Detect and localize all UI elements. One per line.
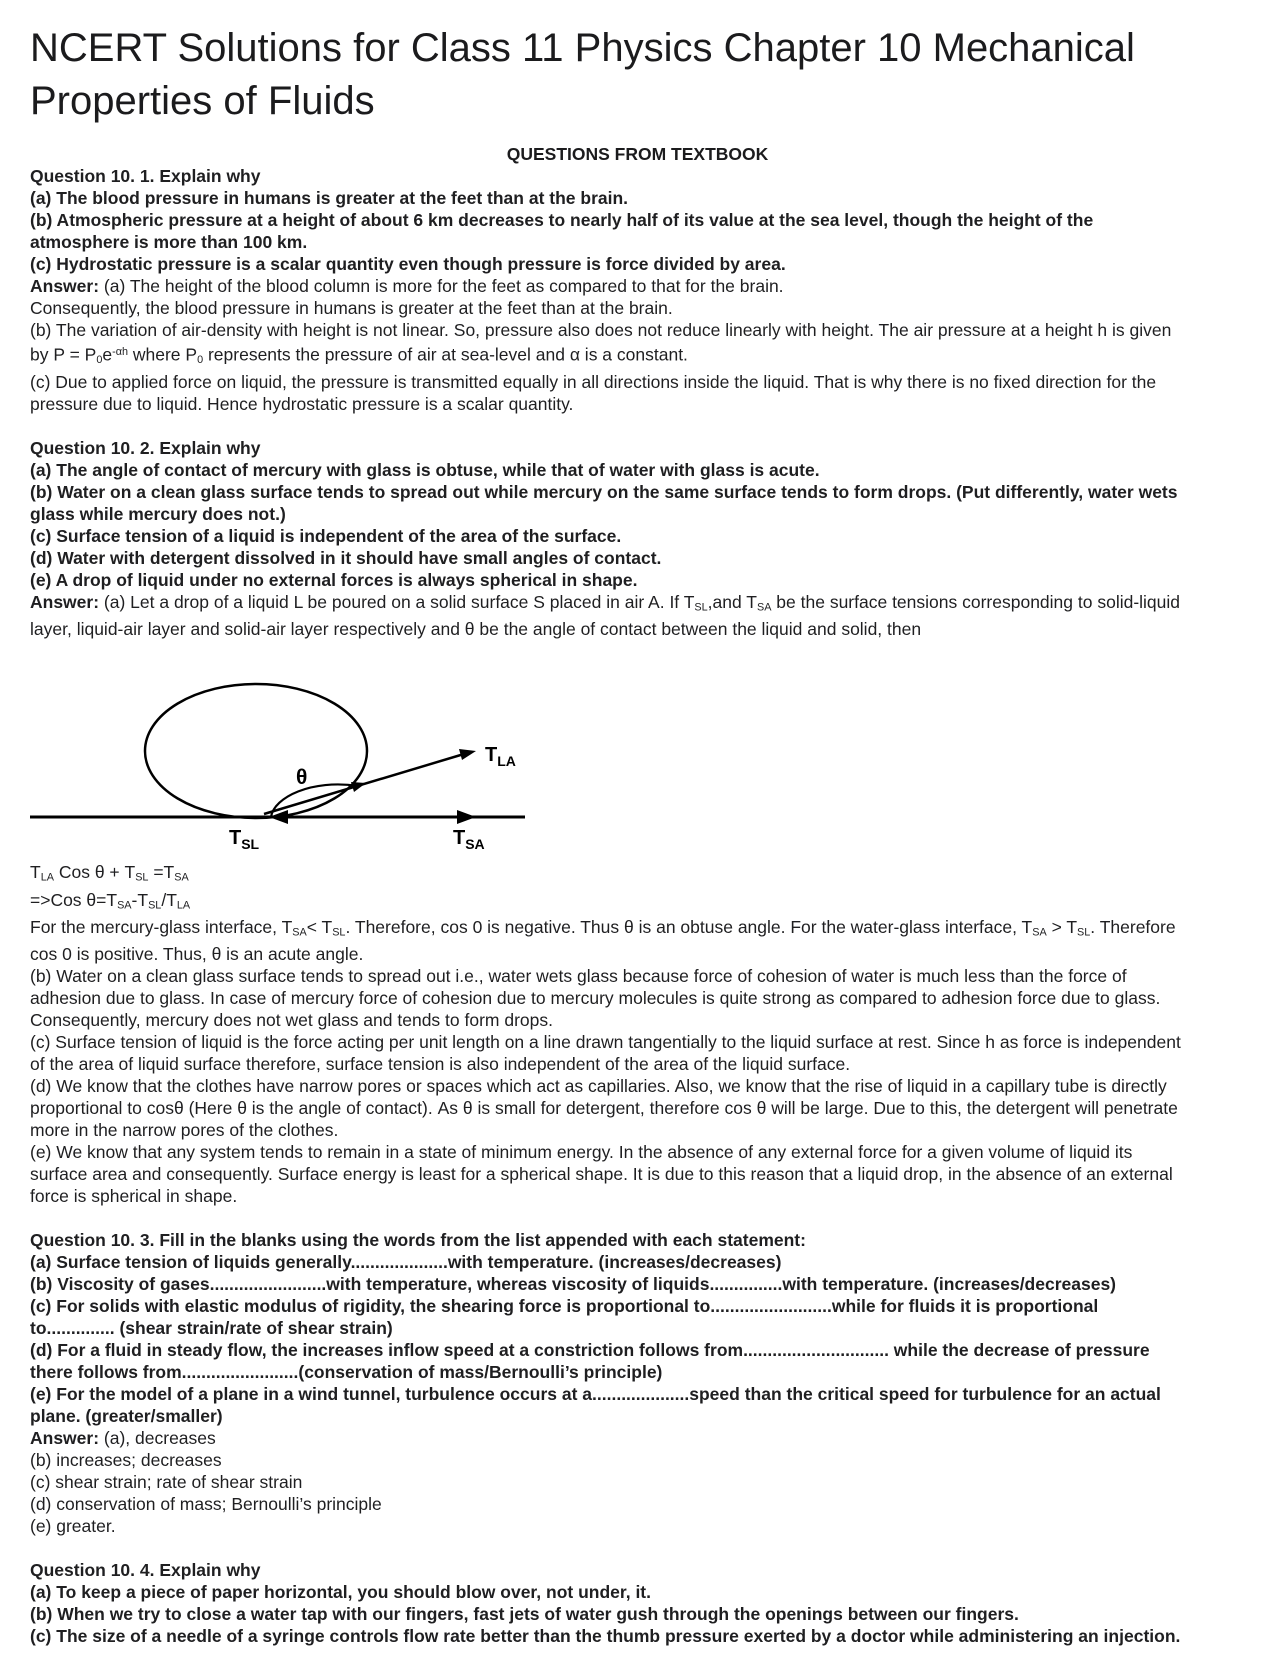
text-line [30,987,1245,1009]
text-segment: (a) Let a drop of a liquid L be poured on a solid surface S placed in air A. If T [99,591,695,612]
text-segment: (c) For solids with elastic modulus of rigidity, the shearing force is proportional to.........................while for fluids it is proportional [30,1296,1099,1317]
text-segment: =>Cos θ=T [30,889,118,910]
text-line [30,591,1245,618]
text-segment: (c) shear strain; rate of shear strain [30,1472,303,1493]
text-line [30,231,1245,253]
text-line [30,1625,1245,1647]
text-line [30,1559,1245,1581]
content-after-diagram [30,861,1245,1647]
text-segment: (a) Surface tension of liquids generally....................with temperature. (increases/decreases) [30,1252,782,1273]
tla-arrowhead-icon [459,749,476,760]
text-line [30,1251,1245,1273]
tsa-arrowhead-icon [457,810,476,824]
text-segment: SA [1032,926,1047,939]
text-line [30,1075,1245,1097]
text-line [30,275,1245,297]
text-segment: (d) We know that the clothes have narrow pores or spaces which act as capillaries. Also, we know that the rise of liquid in a capillary tube is directly [30,1076,1167,1097]
text-line [30,503,1245,525]
text-segment: SA [117,898,132,911]
text-segment: adhesion due to glass. In case of mercury force of cohesion due to mercury molecules is quite strong as compared to adhesion force due to glass. [30,988,1161,1009]
text-segment: (c) Surface tension of a liquid is independent of the area of the surface. [30,525,622,546]
text-segment: (b) Atmospheric pressure at a height of about 6 km decreases to nearly half of its value at the sea level, though the height of the [30,210,1094,230]
text-segment: (b) increases; decreases [30,1450,222,1471]
answer-10-2-continued [30,861,1245,1207]
text-segment: Question 10. 2. Explain why [30,437,261,458]
text-line [30,1603,1245,1625]
text-line [30,569,1245,591]
text-segment: LA [176,898,191,911]
page-title-line-1: NCERT Solutions for Class 11 Physics Chapter 10 Mechanical [30,26,1135,70]
text-segment: Consequently, mercury does not wet glass and tends to form drops. [30,1010,554,1031]
tsl-label: $T_{SL}$ [229,827,260,853]
text-line [30,1119,1245,1141]
text-segment: (d) conservation of mass; Bernoulli’s principle [30,1494,382,1515]
section-heading: QUESTIONS FROM TEXTBOOK [506,144,769,164]
text-segment: atmosphere is more than 100 km. [30,232,308,252]
text-segment: Question 10. 3. Fill in the blanks using the words from the list appended with each statement: [30,1230,806,1251]
text-segment: 0 [197,353,204,366]
text-segment: SA [756,601,772,614]
theta-label: θ [296,766,308,790]
text-segment: 0 [96,353,103,366]
text-line [30,1163,1245,1185]
text-segment: (d) Water with detergent dissolved in it should have small angles of contact. [30,547,662,568]
text-line [30,341,1245,371]
text-line [30,525,1245,547]
text-line [30,1383,1245,1405]
text-line [30,371,1245,393]
tla-label: $T_{LA}$ [485,744,516,770]
text-line [30,1493,1245,1515]
text-segment: ,and T [707,591,757,612]
text-line [30,547,1245,569]
text-line [30,965,1245,987]
text-segment: < T [306,916,333,937]
text-segment: (c) Hydrostatic pressure is a scalar quantity even though pressure is force divided by area. [30,254,786,274]
text-segment: T [30,862,41,883]
text-line [30,1229,1245,1251]
text-segment: to.............. (shear strain/rate of shear strain) [30,1318,393,1339]
text-line [30,943,1245,965]
text-line [30,253,1245,275]
text-segment: (b) The variation of air-density with height is not linear. So, pressure also does not reduce linearly with height. The air pressure at a height h is given [30,320,1172,340]
text-segment: cos 0 is positive. Thus, θ is an acute angle. [30,944,364,965]
text-segment: Answer: [30,591,100,612]
text-segment: (e) A drop of liquid under no external forces is always spherical in shape. [30,569,638,590]
text-segment: layer, liquid-air layer and solid-air layer respectively and θ be the angle of contact between the liquid and solid, then [30,619,922,640]
text-line [30,1339,1245,1361]
text-segment: /T [161,889,177,910]
text-line [30,459,1245,481]
text-segment: Answer: [30,276,100,296]
page-title-line-2: Properties of Fluids [30,79,375,123]
text-segment: =T [148,862,175,883]
text-segment: > T [1046,916,1078,937]
text-segment: plane. (greater/smaller) [30,1406,223,1427]
text-line [30,1361,1245,1383]
text-line [30,319,1245,341]
text-line [30,1515,1245,1537]
text-segment: e [102,344,113,365]
text-segment: proportional to cosθ (Here θ is the angle of contact). As θ is small for detergent, therefore cos θ will be large. Due to this, the detergent will penetrate [30,1098,1178,1119]
text-segment: SL [694,601,708,614]
content-before-diagram [30,165,1245,640]
text-segment: Question 10. 4. Explain why [30,1560,261,1581]
text-segment: Cos θ + T [53,862,136,883]
text-segment: (a) The blood pressure in humans is greater at the feet than at the brain. [30,188,629,208]
text-line [30,1185,1245,1207]
text-segment: pressure due to liquid. Hence hydrostatic pressure is a scalar quantity. [30,393,574,414]
question-10-4 [30,1559,1245,1647]
text-segment: (a), decreases [99,1428,216,1449]
text-segment: SL [332,926,346,939]
text-line [30,618,1245,640]
text-line [30,437,1245,459]
text-segment: (d) For a fluid in steady flow, the increases inflow speed at a constriction follows from.............................. while the decrease of pressure [30,1340,1150,1361]
text-segment: SL [148,898,162,911]
contact-angle-figure [30,647,550,852]
text-segment: (e) We know that any system tends to remain in a state of minimum energy. In the absence of any external force for a given volume of liquid its [30,1142,1133,1163]
text-segment: SA [292,926,307,939]
text-segment: force is spherical in shape. [30,1186,238,1207]
text-segment: by P = P [30,344,97,365]
text-segment: SL [135,871,149,884]
text-segment: . Therefore [1090,916,1176,937]
text-segment: glass while mercury does not.) [30,503,286,524]
text-line [30,1141,1245,1163]
text-line [30,1009,1245,1031]
text-segment: (c) Surface tension of liquid is the force acting per unit length on a line drawn tangentially to the liquid surface at rest. Since h as force is independent [30,1032,1181,1053]
text-segment: surface area and consequently. Surface energy is least for a spherical shape. It is due to this reason that a liquid drop, in the absence of an external [30,1164,1173,1185]
text-segment: Answer: [30,1428,100,1449]
text-segment: there follows from........................(conservation of mass/Bernoulli’s principle) [30,1362,663,1383]
text-line [30,165,1245,187]
text-line [30,1427,1245,1449]
text-segment: (b) Water on a clean glass surface tends to spread out i.e., water wets glass because force of cohesion of water is much less than the force of [30,966,1127,987]
text-segment: (b) Water on a clean glass surface tends to spread out while mercury on the same surface tends to form drops. (Put differently, water wets [30,481,1178,502]
text-line [30,889,1245,916]
text-line [30,1031,1245,1053]
text-line [30,1449,1245,1471]
text-segment: LA [40,871,54,884]
text-segment: (e) For the model of a plane in a wind tunnel, turbulence occurs at a....................speed than the critical speed for turbulence for an actual [30,1384,1161,1405]
text-line [30,1053,1245,1075]
text-segment: where P [128,344,198,365]
text-line [30,187,1245,209]
text-segment: more in the narrow pores of the clothes. [30,1120,339,1141]
text-segment: Question 10. 1. Explain why [30,166,261,186]
text-segment: (b) Viscosity of gases........................with temperature, whereas viscosity of liquids...............with temperature. (increases/decreases) [30,1274,1117,1295]
page-title [30,22,1245,128]
liquid-drop-outline [145,684,367,818]
arc-arrowhead-icon [351,782,366,792]
text-line [30,861,1245,888]
text-segment: (a) The angle of contact of mercury with glass is obtuse, while that of water with glass is acute. [30,459,820,480]
text-segment: . Therefore, cos 0 is negative. Thus θ is an obtuse angle. For the water-glass interface, T [345,916,1033,937]
text-segment: Consequently, the blood pressure in humans is greater at the feet than at the brain. [30,298,673,318]
text-line [30,1405,1245,1427]
text-segment: be the surface tensions corresponding to solid-liquid [771,591,1181,612]
text-segment: (a) To keep a piece of paper horizontal, you should blow over, not under, it. [30,1582,651,1603]
text-segment: SL [1077,926,1091,939]
text-line [30,916,1245,943]
text-line [30,1317,1245,1339]
text-line [30,209,1245,231]
text-segment: of the area of liquid surface therefore, surface tension is also independent of the area of the liquid surface. [30,1054,851,1075]
question-10-3 [30,1229,1245,1537]
question-10-2 [30,437,1245,640]
text-segment: -αh [112,346,129,358]
text-segment: SA [174,871,189,884]
tsa-label: $T_{SA}$ [453,827,485,853]
text-segment: -T [131,889,149,910]
text-segment: (a) The height of the blood column is more for the feet as compared to that for the brain. [99,276,784,296]
text-line [30,1097,1245,1119]
text-segment: (c) Due to applied force on liquid, the pressure is transmitted equally in all directions inside the liquid. That is why there is no fixed direction for the [30,371,1157,392]
question-10-1 [30,165,1245,415]
text-line [30,1273,1245,1295]
text-segment: (e) greater. [30,1516,116,1537]
text-line [30,481,1245,503]
text-line [30,1295,1245,1317]
text-line [30,393,1245,415]
text-segment: represents the pressure of air at sea-level and α is a constant. [203,344,688,365]
contact-angle-diagram [30,647,1245,852]
text-segment: (c) The size of a needle of a syringe controls flow rate better than the thumb pressure exerted by a doctor while administering an injection. [30,1626,1181,1647]
text-line [30,1471,1245,1493]
text-segment: For the mercury-glass interface, T [30,916,293,937]
text-line [30,297,1245,319]
text-segment: (b) When we try to close a water tap with our fingers, fast jets of water gush through the openings between our fingers. [30,1604,1019,1625]
text-line [30,1581,1245,1603]
